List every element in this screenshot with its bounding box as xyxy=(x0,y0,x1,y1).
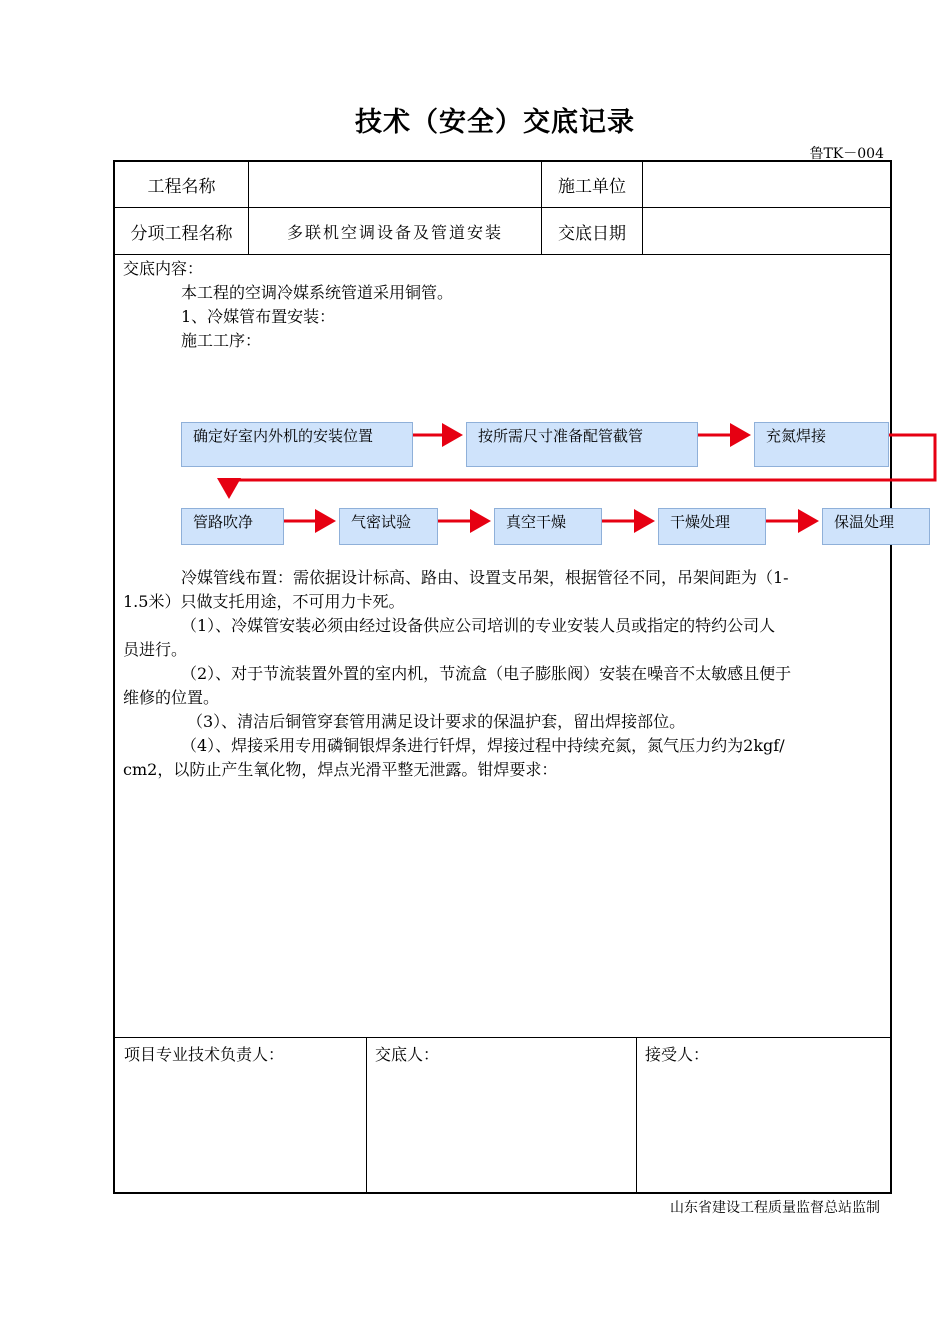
para1-line2: 1.5米）只做支托用途，不可用力卡死。 xyxy=(123,592,405,611)
document-title: 技术（安全）交底记录 xyxy=(355,107,635,138)
construction-unit-label: 施工单位 xyxy=(558,177,626,197)
para3-line2: 维修的位置。 xyxy=(123,688,220,707)
flow-step-1: 确定好室内外机的安装位置 xyxy=(181,422,413,467)
form-code: 鲁TK－004 xyxy=(809,146,884,162)
para5-line1: （4）、焊接采用专用磷铜银焊条进行钎焊，焊接过程中持续充氮，氮气压力约为2kgf/ xyxy=(181,736,785,755)
para5-line2: cm2，以防止产生氧化物，焊点光滑平整无泄露。钳焊要求： xyxy=(123,760,558,779)
para4: （3）、清洁后铜管穿套管用满足设计要求的保温护套，留出焊接部位。 xyxy=(187,712,686,731)
flow-step-8: 保温处理 xyxy=(822,508,930,545)
procedure-label: 施工工序： xyxy=(181,331,262,350)
sub-project-value[interactable]: 多联机空调设备及管道安装 xyxy=(286,222,503,242)
flow-step-7: 干燥处理 xyxy=(658,508,766,545)
section1-heading: 1、冷媒管布置安装： xyxy=(181,307,336,326)
para2-line1: （1）、冷媒管安装必须由经过设备供应公司培训的专业安装人员或指定的特约公司人 xyxy=(181,616,776,635)
tech-lead-label: 项目专业技术负责人： xyxy=(124,1045,285,1064)
footer-text: 山东省建设工程质量监督总站监制 xyxy=(670,1200,880,1216)
flow-step-3: 充氮焊接 xyxy=(754,422,889,467)
para3-line1: （2）、对于节流装置外置的室内机，节流盒（电子膨胀阀）安装在噪音不太敏感且便于 xyxy=(181,664,792,683)
flow-step-2: 按所需尺寸准备配管截管 xyxy=(466,422,698,467)
para2-line2: 员进行。 xyxy=(123,640,188,659)
receiver-label: 接受人： xyxy=(645,1045,710,1064)
content-label: 交底内容： xyxy=(123,259,204,278)
date-label: 交底日期 xyxy=(558,223,626,244)
flow-step-5: 气密试验 xyxy=(339,508,438,545)
flow-step-6: 真空干燥 xyxy=(494,508,602,545)
project-name-label: 工程名称 xyxy=(147,177,216,197)
flow-step-4: 管路吹净 xyxy=(181,508,284,545)
intro-text: 本工程的空调冷媒系统管道采用铜管。 xyxy=(181,283,454,302)
sub-project-label: 分项工程名称 xyxy=(130,223,233,244)
presenter-label: 交底人： xyxy=(375,1045,440,1064)
para1-line1: 冷媒管线布置：需依据设计标高、路由、设置支吊架，根据管径不同，吊架间距为（1- xyxy=(181,568,789,587)
